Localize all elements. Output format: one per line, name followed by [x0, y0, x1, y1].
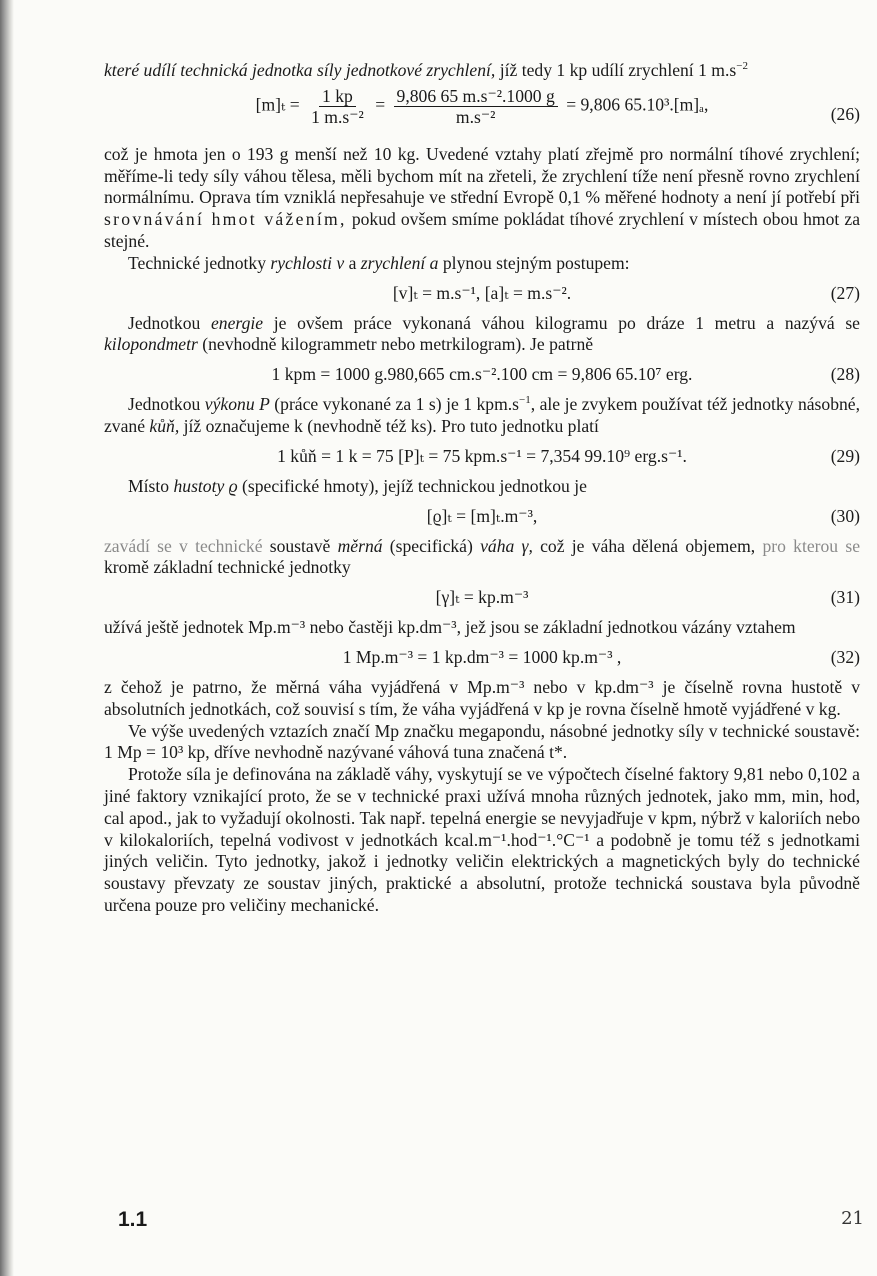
text: (specifická)	[382, 535, 481, 556]
paragraph-energie	[104, 313, 860, 357]
equation-number: (29)	[830, 445, 860, 466]
equation-27	[104, 275, 860, 313]
text-italic: kilopondmetr	[104, 334, 198, 355]
text: Místo	[128, 475, 174, 496]
eq26-fraction-1	[308, 86, 367, 127]
eq26-lhs: [m]ₜ =	[255, 94, 300, 115]
equation-32	[104, 639, 860, 677]
equation-number: (26)	[830, 103, 860, 124]
eq26-equals: =	[375, 94, 386, 115]
paragraph-intro	[104, 60, 860, 82]
text: (specifické hmoty), jejíž technickou jednotkou je	[237, 475, 587, 496]
equation-31	[104, 579, 860, 617]
text-spaced: srovnávání hmot vážením,	[104, 209, 347, 230]
equation-number: (31)	[830, 587, 860, 608]
text: soustavě	[262, 535, 338, 556]
text-italic: zrychlení a	[360, 252, 439, 273]
section-number: 1.1	[118, 1208, 148, 1231]
text-italic: rychlosti v	[270, 252, 345, 273]
eq26-frac1-numerator: 1 kp	[319, 86, 356, 107]
paragraph-merna-vaha	[104, 536, 860, 580]
eq26-fraction-2	[394, 86, 558, 127]
text: kromě základní technické jednotky	[104, 557, 351, 578]
paragraph-vykon	[104, 394, 860, 438]
equation-number: (28)	[830, 364, 860, 385]
paragraph-cehoz: z čehož je patrno, že měrná váha vyjádřená v Mp.m⁻³ nebo v kp.dm⁻³ je číselně rovna hustotě v absolutních jednotkách, což souvisí s tím, že váha vyjádřená v kp je rovna číselně hmotě vyjádřené v kg.	[104, 676, 860, 719]
text: což je váha dělená objemem,	[532, 535, 763, 556]
text: je ovšem práce vykonaná váhou kilogramu po dráze 1 metru a nazývá se	[263, 312, 860, 333]
equation-28	[104, 356, 860, 394]
document-page	[104, 60, 860, 917]
text: jíž označujeme k (nevhodně též ks). Pro tuto jednotku platí	[179, 415, 599, 436]
paragraph-rychlost	[104, 253, 860, 275]
text: (nevhodně kilogrammetr nebo metrkilogram). Je patrně	[197, 334, 594, 355]
text: (práce vykonané za 1 s) je 1 kpm.s	[269, 394, 520, 415]
equation-26	[104, 82, 860, 144]
eq31-body: [γ]ₜ = kp.m⁻³	[435, 587, 529, 608]
text-italic: které udílí technická jednotka síly jednotkové zrychlení,	[104, 60, 496, 80]
paragraph-megapond: Ve výše uvedených vztazích značí Mp značku megapondu, násobné jednotky síly v technické soustavě: 1 Mp = 10³ kp, dříve nevhodně nazývané váhová tuna značená t*.	[104, 720, 860, 763]
page-footer	[118, 1208, 864, 1234]
eq30-body: [ϱ]ₜ = [m]ₜ.m⁻³,	[426, 505, 538, 526]
text-italic: měrná	[337, 535, 383, 556]
text-superscript: −2	[736, 60, 748, 73]
eq27-body: [v]ₜ = m.s⁻¹, [a]ₜ = m.s⁻².	[392, 282, 572, 303]
text-italic: energie	[211, 312, 264, 333]
text: Jednotkou	[128, 394, 205, 415]
text: a	[344, 252, 361, 273]
page-number: 21	[841, 1208, 864, 1229]
page-binding-edge	[0, 0, 14, 1276]
equation-number: (30)	[830, 505, 860, 526]
text-italic: váha γ,	[480, 535, 533, 556]
text-superscript: −1	[519, 394, 531, 407]
text: plynou stejným postupem:	[438, 252, 630, 273]
eq26-frac2-denominator: m.s⁻²	[455, 106, 496, 127]
text-faded: zavádí se v technické	[104, 535, 263, 556]
eq32-body: 1 Mp.m⁻³ = 1 kp.dm⁻³ = 1000 kp.m⁻³ ,	[342, 646, 622, 667]
text-italic: kůň,	[149, 415, 180, 436]
text: Jednotkou	[128, 312, 211, 333]
eq26-rhs: = 9,806 65.10³.[m]ₐ,	[566, 94, 709, 115]
text: pokud ovšem smíme pokládat tíhové zrychlení v místech obou hmot za stejné.	[104, 209, 861, 251]
equation-30	[104, 498, 860, 536]
equation-number: (27)	[830, 282, 860, 303]
equation-29	[104, 438, 860, 476]
text-faded: pro kterou se	[762, 535, 860, 556]
text: jíž tedy 1 kp udílí zrychlení 1 m.s	[495, 60, 737, 80]
eq26-frac1-denominator: 1 m.s⁻²	[311, 106, 364, 127]
text-italic: hustoty ϱ	[173, 475, 238, 496]
text: , ale je zvykem používat též jednotky násobné, zvané	[104, 394, 860, 436]
paragraph-hustota	[104, 476, 860, 498]
text-italic: výkonu P	[204, 394, 270, 415]
text: což je hmota jen o 193 g menší než 10 kg. Uvedené vztahy platí zřejmě pro normální tíhové zrychlení; měříme-li tedy síly váhou tělesa, měli bychom mít na zřeteli, že zrychlení tíže není přesně rovno zrychlení normálnímu. Oprava tím vzniklá nepřesahuje ve střední Evropě 0,1 % měřené hodnoty a není jí potřebí při	[104, 143, 860, 208]
eq26-frac2-numerator: 9,806 65 m.s⁻².1000 g	[394, 86, 558, 107]
paragraph-jednotky-mp: užívá ještě jednotek Mp.m⁻³ nebo častěji kp.dm⁻³, jež jsou se základní jednotkou vázány vztahem	[104, 617, 796, 638]
paragraph-faktory: Protože síla je definována na základě váhy, vyskytují se ve výpočtech číselné faktory 9,81 nebo 0,102 a jiné faktory vznikající proto, že se v technické praxi užívá mnoha různých jednotek, jako mm, min, hod, cal apod., jak to vyžadují okolnosti. Tak např. tepelná energie se nevyjadřuje v kpm, nýbrž v kaloriích nebo v kilokaloriích, tepelná vodivost v jednotkách kcal.m⁻¹.hod⁻¹.°C⁻¹ a podobně je tomu též s jednotkami jiných veličin. Tyto jednotky, jakož i jednotky veličin elektrických a magnetických byly do technické soustavy převzaty ze soustav jiných, praktické a absolutní, protože technická soustava byla původně určena pouze pro veličiny mechanické.	[104, 764, 860, 915]
equation-number: (32)	[830, 646, 860, 667]
eq28-body: 1 kpm = 1000 g.980,665 cm.s⁻².100 cm = 9,806 65.10⁷ erg.	[271, 364, 693, 385]
text: Technické jednotky	[128, 252, 271, 273]
paragraph-hmota	[104, 144, 860, 253]
eq29-body: 1 kůň = 1 k = 75 [P]ₜ = 75 kpm.s⁻¹ = 7,354 99.10⁹ erg.s⁻¹.	[277, 445, 687, 466]
